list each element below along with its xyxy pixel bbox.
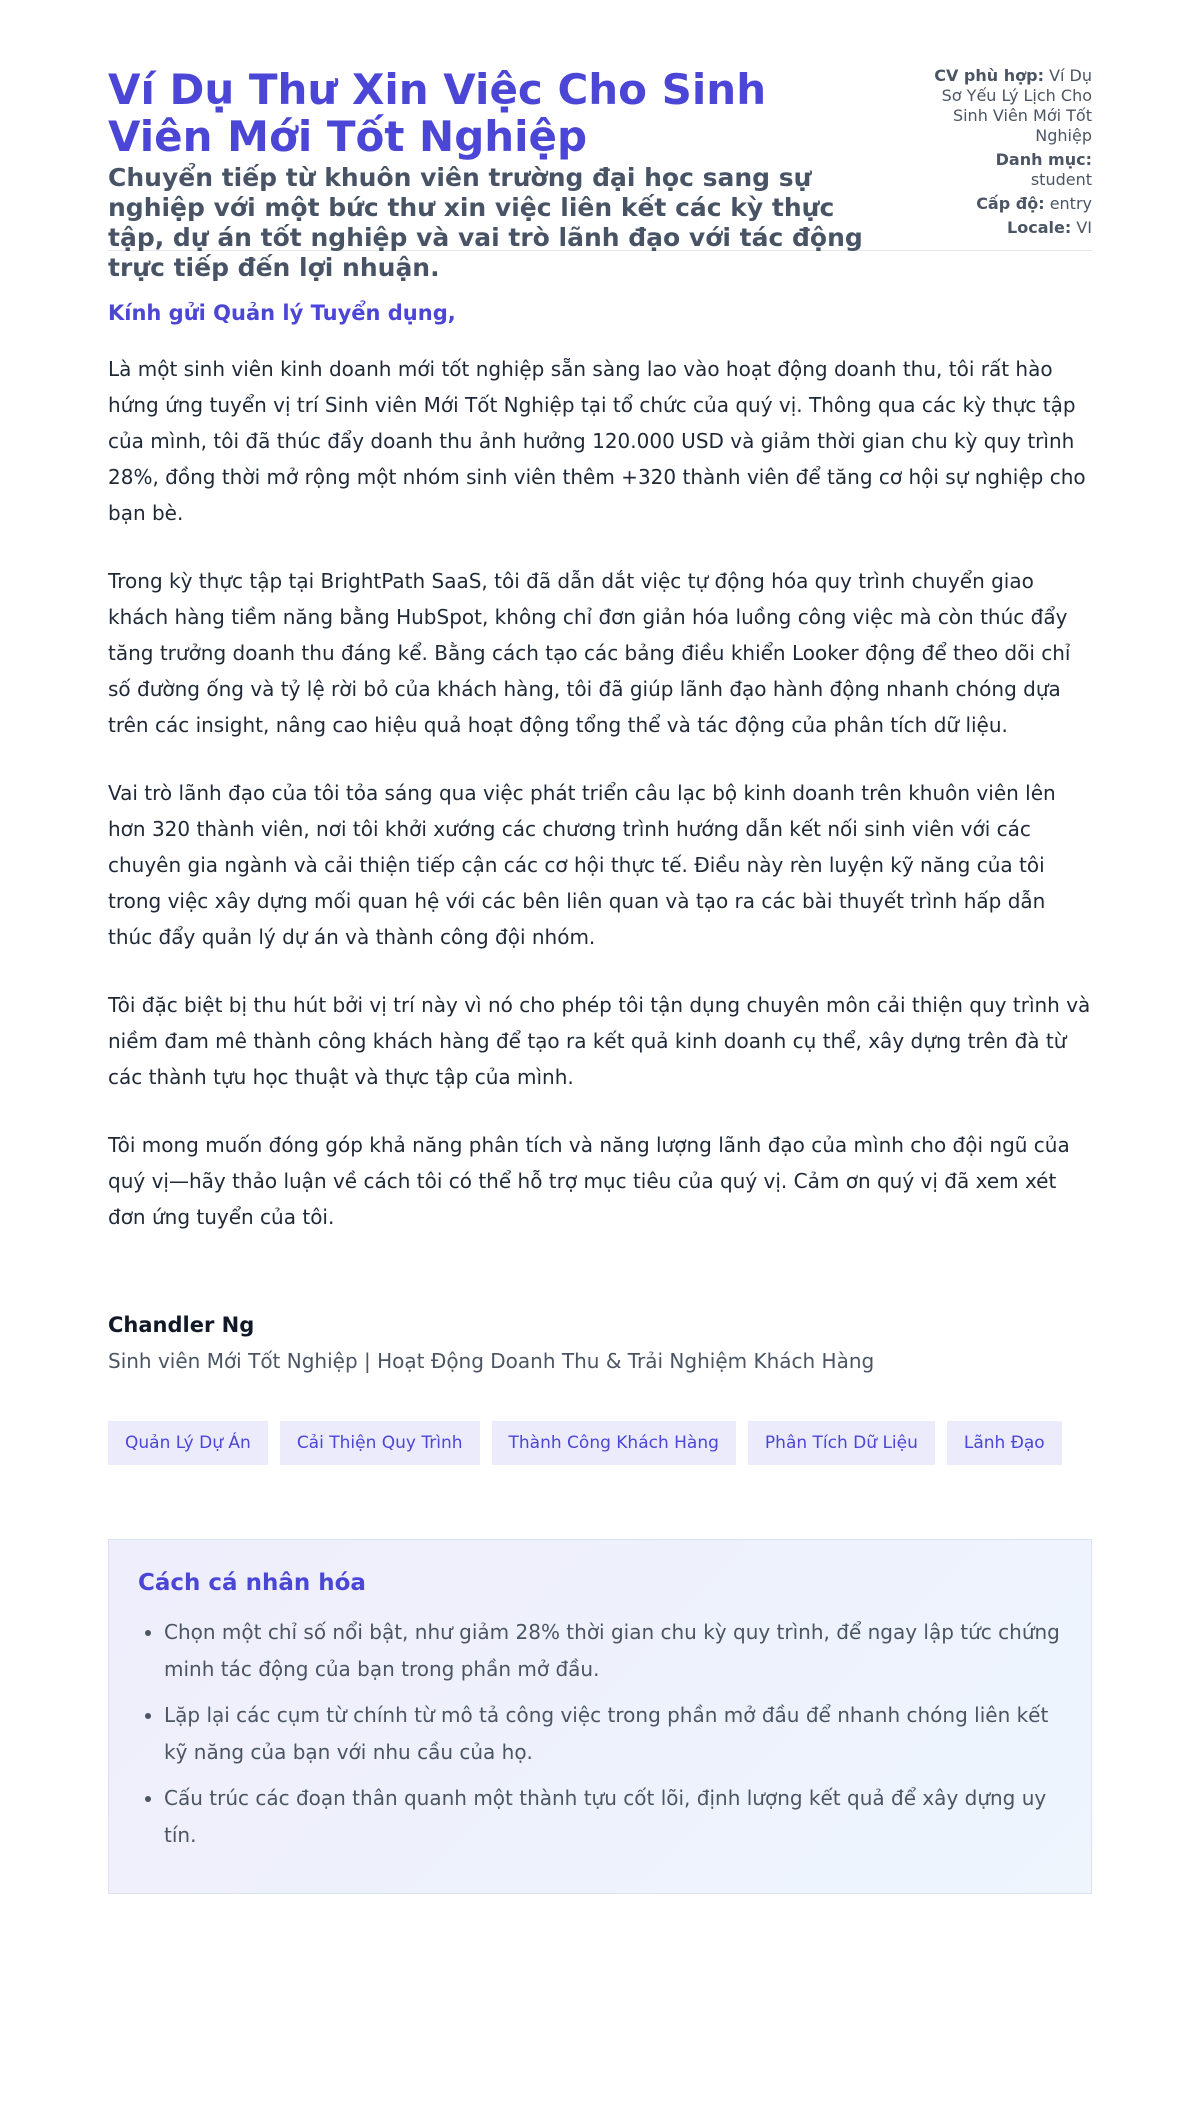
title-block bbox=[108, 66, 878, 283]
meta-cv-value: Ví Dụ Sơ Yếu Lý Lịch Cho Sinh Viên Mới Tốt Nghiệp bbox=[941, 66, 1092, 145]
skill-tag: Cải Thiện Quy Trình bbox=[280, 1421, 480, 1465]
skill-tag: Lãnh Đạo bbox=[947, 1421, 1062, 1465]
meta-level-value: entry bbox=[1049, 194, 1092, 213]
meta-category bbox=[932, 150, 1092, 190]
signature-name: Chandler Ng bbox=[108, 1313, 255, 1337]
tips-item: • Lặp lại các cụm từ chính từ mô tả công việc trong phần mở đầu để nhanh chóng liên kết kỹ năng của bạn với nhu cầu của họ. bbox=[164, 1697, 1062, 1771]
letter-paragraph-1: Là một sinh viên kinh doanh mới tốt nghiệp sẵn sàng lao vào hoạt động doanh thu, tôi rất hào hứng ứng tuyển vị trí Sinh viên Mới Tốt Nghiệp tại tổ chức của quý vị. Thông qua các kỳ thực tập của mình, tôi đã thúc đẩy doanh thu ảnh hưởng 120.000 USD và giảm thời gian chu kỳ quy trình 28%, đồng thời mở rộng một nhóm sinh viên thêm +320 thành viên để tăng cơ hội sự nghiệp cho bạn bè. bbox=[108, 357, 1086, 525]
meta-category-label: Danh mục: bbox=[995, 150, 1092, 169]
meta-category-value: student bbox=[1030, 170, 1092, 189]
page-header bbox=[108, 0, 1092, 282]
meta-cv bbox=[932, 66, 1092, 146]
meta-level-label: Cấp độ: bbox=[976, 194, 1045, 213]
meta-locale-value: VI bbox=[1076, 218, 1092, 237]
meta-locale bbox=[932, 218, 1092, 238]
signature-title: Sinh viên Mới Tốt Nghiệp | Hoạt Động Doanh Thu & Trải Nghiệm Khách Hàng bbox=[108, 1349, 875, 1373]
letter-paragraph-5: Tôi mong muốn đóng góp khả năng phân tích và năng lượng lãnh đạo của mình cho đội ngũ của quý vị—hãy thảo luận về cách tôi có thể hỗ trợ mục tiêu của quý vị. Cảm ơn quý vị đã xem xét đơn ứng tuyển của tôi. bbox=[108, 1133, 1070, 1229]
letter-paragraph-4: Tôi đặc biệt bị thu hút bởi vị trí này vì nó cho phép tôi tận dụng chuyên môn cải thiện quy trình và niềm đam mê thành công khách hàng để tạo ra kết quả kinh doanh cụ thể, xây dựng trên đà từ các thành tựu học thuật và thực tập của mình. bbox=[108, 993, 1091, 1089]
page-title: Ví Dụ Thư Xin Việc Cho Sinh Viên Mới Tốt Nghiệp bbox=[108, 65, 767, 161]
letter-salutation: Kính gửi Quản lý Tuyển dụng, bbox=[108, 301, 456, 325]
tips-item: • Cấu trúc các đoạn thân quanh một thành tựu cốt lõi, định lượng kết quả để xây dựng uy tín. bbox=[164, 1780, 1062, 1854]
page-subtitle: Chuyển tiếp từ khuôn viên trường đại học sang sự nghiệp với một bức thư xin việc liên kết các kỳ thực tập, dự án tốt nghiệp và vai trò lãnh đạo với tác động trực tiếp đến lợi nhuận. bbox=[108, 163, 863, 282]
meta-locale-label: Locale: bbox=[1007, 218, 1072, 237]
letter-paragraph-3: Vai trò lãnh đạo của tôi tỏa sáng qua việc phát triển câu lạc bộ kinh doanh trên khuôn viên lên hơn 320 thành viên, nơi tôi khởi xướng các chương trình hướng dẫn kết nối sinh viên với các chuyên gia ngành và cải thiện tiếp cận các cơ hội thực tế. Điều này rèn luyện kỹ năng của tôi trong việc xây dựng mối quan hệ với các bên liên quan và tạo ra các bài thuyết trình hấp dẫn thúc đẩy quản lý dự án và thành công đội nhóm. bbox=[108, 781, 1056, 949]
meta-cv-label: CV phù hợp: bbox=[934, 66, 1044, 85]
meta-panel bbox=[932, 66, 1092, 242]
skill-tag: Quản Lý Dự Án bbox=[108, 1421, 268, 1465]
skill-tag: Phân Tích Dữ Liệu bbox=[748, 1421, 935, 1465]
letter-paragraph-2: Trong kỳ thực tập tại BrightPath SaaS, tôi đã dẫn dắt việc tự động hóa quy trình chuyển giao khách hàng tiềm năng bằng HubSpot, không chỉ đơn giản hóa luồng công việc mà còn thúc đẩy tăng trưởng doanh thu đáng kể. Bằng cách tạo các bảng điều khiển Looker động để theo dõi chỉ số đường ống và tỷ lệ rời bỏ của khách hàng, tôi đã giúp lãnh đạo hành động nhanh chóng dựa trên các insight, nâng cao hiệu quả hoạt động tổng thể và tác động của phân tích dữ liệu. bbox=[108, 569, 1071, 737]
tips-title: Cách cá nhân hóa bbox=[138, 1570, 366, 1596]
skill-tag: Thành Công Khách Hàng bbox=[492, 1421, 736, 1465]
personalization-tips-box bbox=[108, 1539, 1092, 1894]
skill-tags bbox=[108, 1421, 1092, 1465]
tips-list bbox=[138, 1614, 1062, 1854]
tips-item: • Chọn một chỉ số nổi bật, như giảm 28% thời gian chu kỳ quy trình, để ngay lập tức chứng minh tác động của bạn trong phần mở đầu. bbox=[164, 1614, 1062, 1688]
meta-level bbox=[932, 194, 1092, 214]
